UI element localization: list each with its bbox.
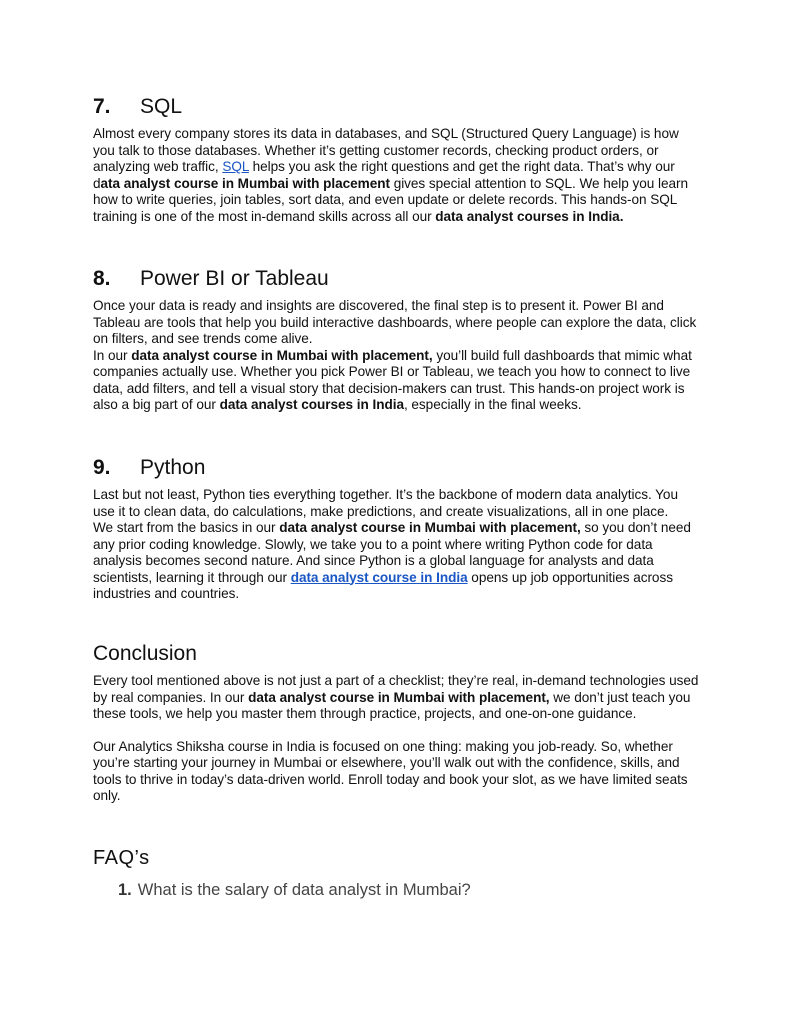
- text: , especially in the final weeks.: [403, 397, 582, 412]
- paragraph: Our Analytics Shiksha course in India is focused on one thing: making you job-ready. So, whether you’re starting your journey in Mumbai or elsewhere, you’ll walk out with the confidence, skills, and tools to thrive in today’s data-driven world. Enroll today and book your slot, as we have limited seats only.: [93, 738, 688, 803]
- paragraph: [93, 520, 703, 603]
- section-title: Power BI or Tableau: [140, 267, 329, 290]
- section-number: 7.: [93, 95, 111, 118]
- bold-text: data analyst courses in India: [219, 397, 404, 412]
- section-number: 8.: [93, 267, 111, 290]
- paragraph: Last but not least, Python ties everything together. It’s the backbone of modern data analytics. You use it to clean data, do calculations, make predictions, and create visualizations, all in one place.: [93, 487, 678, 519]
- section-number: 9.: [93, 456, 111, 479]
- text: gives special attention to SQL. We help you learn how to write queries, join tables, sort data, and even update or delete records. This hands-on SQL training is one of the most in-demand skills across all our: [93, 175, 688, 224]
- section-faq: [93, 845, 703, 901]
- text: helps you ask the right questions and get the right data. That’s why our d: [93, 159, 675, 191]
- paragraph: [93, 348, 703, 414]
- section-heading: [93, 94, 703, 120]
- section-power-bi-tableau: [93, 266, 703, 414]
- section-heading: [93, 266, 703, 292]
- section-heading: [93, 455, 703, 481]
- section-title: SQL: [140, 95, 183, 118]
- text: we don’t just teach you these tools, we help you master them through practice, projects, and one-on-one guidance.: [93, 689, 691, 721]
- text: you’ll build full dashboards that mimic what companies actually use. Whether you pick Power BI or Tableau, we teach you how to connect to live data, add filters, and tell a visual story that decision-makers can trust. This hands-on project work is also a big part of our: [93, 347, 692, 412]
- bold-text: data analyst course in Mumbai with placement,: [248, 689, 550, 705]
- paragraph: [93, 673, 703, 723]
- text: so you don’t need any prior coding knowledge. Slowly, we take you to a point where writing Python code for data analysis becomes second nature. And since Python is a global language for analysts and data scientists, learning it through our: [93, 520, 691, 585]
- text: We start from the basics in our: [93, 520, 280, 535]
- section-sql: [93, 94, 703, 225]
- text: Every tool mentioned above is not just a part of a checklist; they’re real, in-demand technologies used by real companies. In our: [93, 673, 699, 705]
- bold-text: data analyst course in Mumbai with placement,: [279, 520, 581, 535]
- faq-heading: FAQ’s: [93, 847, 150, 869]
- bold-text: data analyst course in Mumbai with placement,: [131, 347, 433, 363]
- paragraph: [93, 126, 703, 225]
- section-conclusion: [93, 641, 703, 805]
- data-analyst-course-india-link[interactable]: data analyst course in India: [290, 569, 468, 585]
- section-title: Python: [140, 456, 206, 479]
- faq-number: 1.: [118, 881, 132, 899]
- paragraph: Once your data is ready and insights are discovered, the final step is to present it. Power BI and Tableau are tools that help you build interactive dashboards, where people can explore the data, click on filters, and see trends come alive.: [93, 298, 697, 346]
- text: Almost every company stores its data in databases, and SQL (Structured Query Language) is how you talk to those databases. Whether it’s getting customer records, checking product orders, or analyzing web traffic,: [93, 126, 679, 174]
- bold-text: data analyst courses in India.: [435, 208, 624, 224]
- section-python: [93, 455, 703, 603]
- text: opens up job opportunities across industries and countries.: [93, 569, 673, 601]
- text: In our: [93, 347, 132, 363]
- conclusion-heading: Conclusion: [93, 642, 197, 665]
- bold-text: ata analyst course in Mumbai with placement: [100, 175, 390, 191]
- sql-link[interactable]: SQL: [222, 159, 249, 174]
- faq-item: [93, 879, 703, 901]
- faq-question: What is the salary of data analyst in Mumbai?: [137, 881, 471, 899]
